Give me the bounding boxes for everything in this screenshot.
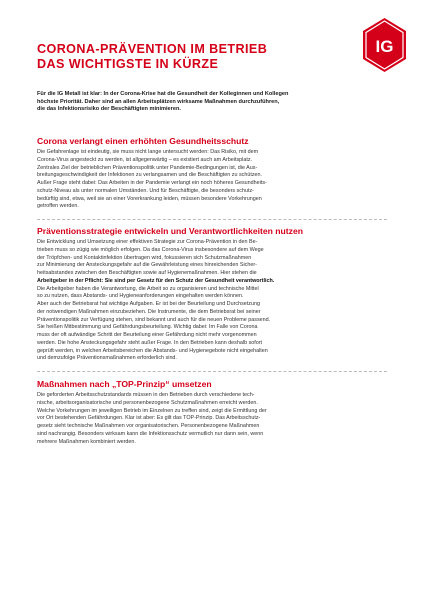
section-body-praeventionsstrategie [37, 239, 387, 363]
body-line: Präventionspolitik zur Verfügung stehen, sind bekannt und auch für die neuen Probleme passend. [37, 316, 271, 323]
body-line [37, 180, 387, 188]
section-body-top-prinzip [37, 392, 387, 446]
body-line-plain: Außer Frage steht dabei: Das Arbeiten in der Pandemie verlangt ein noch höheres Gesundheits- [37, 180, 267, 186]
title-line-2: DAS WICHTIGSTE IN KÜRZE [37, 57, 219, 71]
section-heading-gesundheitsschutz: Corona verlangt einen erhöhten Gesundheitsschutz [37, 136, 249, 146]
body-line: Die Entwicklung und Umsetzung einer effektiven Strategie zur Corona-Prävention in den Be- [37, 239, 258, 245]
body-line: der notwendigen Maßnahmen einzubeziehen. Die Instrumente, die dem Betriebsrat bei seiner [37, 308, 261, 315]
intro-paragraph [37, 91, 387, 114]
body-line: Corona-Virus angesteckt zu werden, ist allgegenwärtig – es existiert auch am Arbeitsplatz. [37, 156, 253, 163]
body-line: Arbeitgeber in der Pflicht: Sie sind per Gesetz für den Schutz der Gesundheit verantwortlich. [37, 277, 275, 284]
intro-line: die das Infektionsrisiko der Beschäftigten minimieren. [37, 106, 181, 113]
section-heading-praeventionsstrategie: Präventionsstrategie entwickeln und Verantwortlichkeiten nutzen [37, 226, 303, 236]
body-line: Die Arbeitgeber haben die Verantwortung, die Arbeit so zu organisieren und technische Mittel [37, 285, 259, 292]
body-line: Zentrales Ziel der betrieblichen Präventionspolitik unter Pandemie-Bedingungen ist, die Aus- [37, 164, 258, 171]
body-line: bedürftig sind, etwa, weil sie an einer Vorerkrankung leiden, müssen besondere Vorkehrungen [37, 195, 262, 202]
body-line: mehrere Maßnahmen kombiniert werden. [37, 438, 136, 445]
body-line: der Tröpfchen- und Kontaktinfektion übertragen wird, fokussieren sich Schutzmaßnahmen [37, 254, 252, 261]
body-line: Sie heißen Mitbestimmung und Gefährdungsbeurteilung. Wichtig dabei: Im Falle von Corona [37, 324, 258, 331]
body-line: zur Minimierung der Ansteckungsgefahr auf die Gewährleistung eines hinreichenden Sicher- [37, 262, 257, 269]
body-line: heitsabstandes zwischen den Beschäftigten sowie auf Hygienemaßnahmen. Hier stehen die [37, 270, 257, 276]
body-line: sind nachrangig. Besonders wirksam kann die Infektionsschutz vermutlich nur dann sein, wenn [37, 430, 264, 437]
body-line: und demzufolge Präventionsmaßnahmen erforderlich sind. [37, 355, 177, 362]
section-body-gesundheitsschutz [37, 149, 387, 211]
body-line: schutz-Niveau als unter normalen Umständen. Und für Beschäftigte, die besonders schutz- [37, 187, 254, 194]
section-heading-top-prinzip: Maßnahmen nach „TOP-Prinzip“ umsetzen [37, 379, 212, 389]
body-line: Die Gefahrenlage ist eindeutig, sie muss nicht lange untersucht werden: Das Risiko, mit dem [37, 149, 259, 155]
title-line-1: CORONA-PRÄVENTION IM BETRIEB [37, 42, 268, 56]
page-title [37, 42, 357, 72]
body-line: trieben muss so zügig wie möglich erfolgen. Da das Corona-Virus insbesondere auf dem Wege [37, 246, 264, 253]
section-divider [37, 371, 387, 372]
section-divider [37, 219, 387, 220]
body-line: nische, arbeitsorganisatorische und personenbezogene Schutzmaßnahmen erreicht werden. [37, 399, 258, 406]
body-line: so zu nutzen, dass Abstands- und Hygieneanforderungen eingehalten werden können. [37, 293, 244, 300]
body-line: geprüft werden, in welchen Arbeitsbereichen die Abstands- und Hygienegebote nicht eingehalten [37, 347, 268, 354]
intro-line: höchste Priorität. Daher sind an allen Arbeitsplätzen wirksame Maßnahmen durchzuführen, [37, 98, 280, 105]
body-line: Die geforderten Arbeitsschutzstandards müssen in den Betrieben durch verschiedene tech- [37, 392, 255, 398]
body-line: muss der oft aufwändige Schritt der Beurteilung einer Gefährdung nicht mehr vorgenommen [37, 332, 257, 338]
body-line: Welche Vorkehrungen im jeweiligen Betrieb im Einzelnen zu treffen sind, zeigt die Ermittlung der [37, 407, 267, 414]
logo-lettering: IG [375, 37, 394, 56]
body-line: Aber auch der Betriebsrat hat wichtige Aufgaben. Er ist bei der Beurteilung und Durchsetzung [37, 301, 260, 307]
ig-metall-logo [362, 17, 407, 73]
intro-line: Für die IG Metall ist klar: In der Corona-Krise hat die Gesundheit der Kolleginnen und Kollegen [37, 91, 289, 97]
body-line: werden. Die hohe Ansteckungsgefahr steht außer Frage. In den Betrieben kann deshalb sofort [37, 339, 263, 346]
body-line: gesetz sieht technische Maßnahmen vor organisatorischen. Personenbezogene Maßnahmen [37, 423, 260, 429]
body-line: getroffen werden. [37, 203, 79, 210]
body-line: vor Ort bestehenden Gefährdungen. Klar ist aber: Es gilt das TOP-Prinzip. Das Arbeitsschutz- [37, 415, 261, 422]
body-line: breitungsgeschwindigkeit der Infektionen zu verlangsamen und die Beschäftigten zu schützen. [37, 172, 263, 179]
